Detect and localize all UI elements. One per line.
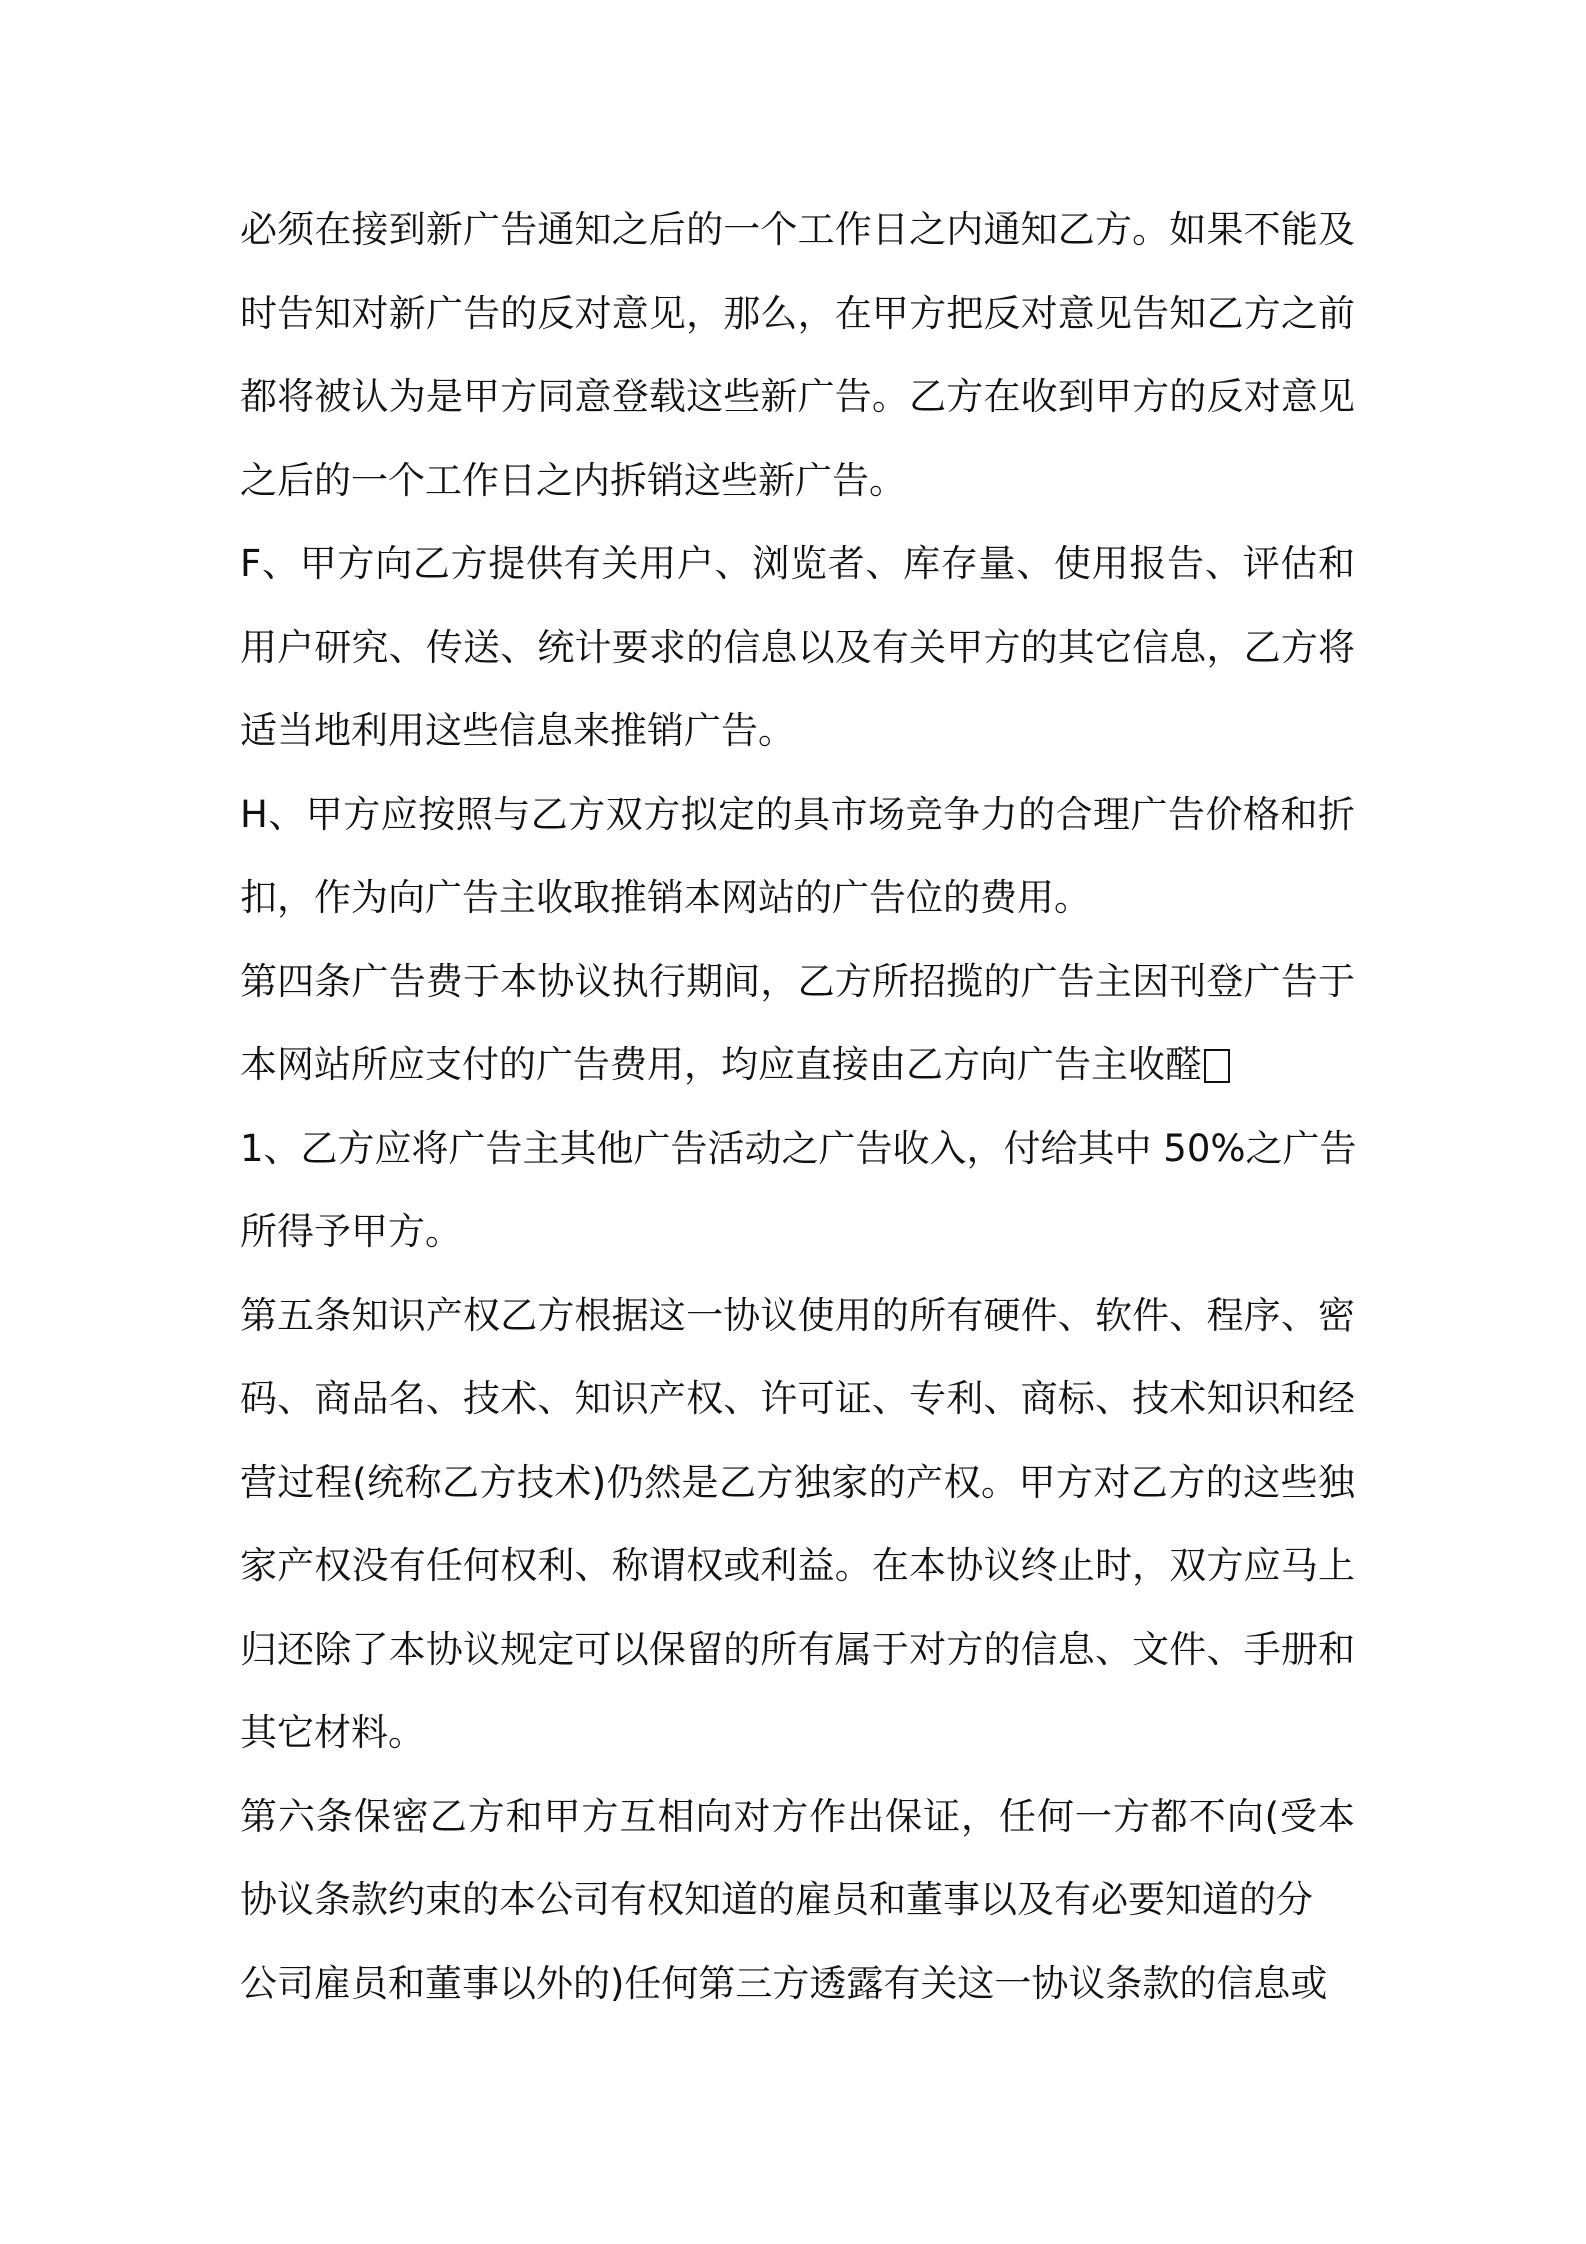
text-line: 必须在接到新广告通知之后的一个工作日之内通知乙方。如果不能及 bbox=[240, 208, 1355, 251]
text-line: H、甲方应按照与乙方双方拟定的具市场竞争力的合理广告价格和折 bbox=[240, 792, 1355, 836]
text-line: 协议条款约束的本公司有权知道的雇员和董事以及有必要知道的分 bbox=[240, 1878, 1313, 1921]
missing-glyph-box bbox=[1204, 1049, 1230, 1083]
text-line: 扣，作为向广告主收取推销本网站的广告位的费用。 bbox=[240, 876, 1091, 919]
text-line bbox=[240, 1023, 1355, 1107]
text-line: 第五条知识产权乙方根据这一协议使用的所有硬件、软件、程序、密 bbox=[240, 1293, 1355, 1337]
text-line: 用户研究、传送、统计要求的信息以及有关甲方的其它信息，乙方将 bbox=[240, 625, 1355, 669]
text-line-content: 本网站所应支付的广告费用，均应直接由乙方向广告主收醛 bbox=[240, 1043, 1202, 1086]
text-line: 营过程(统称乙方技术)仍然是乙方独家的产权。甲方对乙方的这些独 bbox=[240, 1460, 1355, 1504]
text-line: 都将被认为是甲方同意登载这些新广告。乙方在收到甲方的反对意见 bbox=[240, 375, 1355, 418]
text-line: 归还除了本协议规定可以保留的所有属于对方的信息、文件、手册和 bbox=[240, 1627, 1355, 1671]
text-line: 第四条广告费于本协议执行期间，乙方所招揽的广告主因刊登广告于 bbox=[240, 959, 1355, 1003]
text-line: 码、商品名、技术、知识产权、许可证、专利、商标、技术知识和经 bbox=[240, 1377, 1355, 1420]
text-line: F、甲方向乙方提供有关用户、浏览者、库存量、使用报告、评估和 bbox=[240, 542, 1355, 585]
text-line: 所得予甲方。 bbox=[240, 1210, 462, 1253]
text-line: 家产权没有任何权利、称谓权或利益。在本协议终止时，双方应马上 bbox=[240, 1544, 1355, 1587]
document-body bbox=[240, 188, 1355, 2025]
text-line: 第六条保密乙方和甲方互相向对方作出保证，任何一方都不向(受本 bbox=[240, 1794, 1355, 1838]
text-line: 1、乙方应将广告主其他广告活动之广告收入，付给其中 50%之广告 bbox=[240, 1126, 1357, 1170]
text-line: 之后的一个工作日之内拆销这些新广告。 bbox=[240, 458, 906, 502]
text-line: 时告知对新广告的反对意见，那么，在甲方把反对意见告知乙方之前 bbox=[240, 291, 1355, 335]
text-line: 公司雇员和董事以外的)任何第三方透露有关这一协议条款的信息或 bbox=[240, 1961, 1328, 2005]
text-line: 其它材料。 bbox=[240, 1711, 425, 1754]
text-line: 适当地利用这些信息来推销广告。 bbox=[240, 709, 795, 752]
